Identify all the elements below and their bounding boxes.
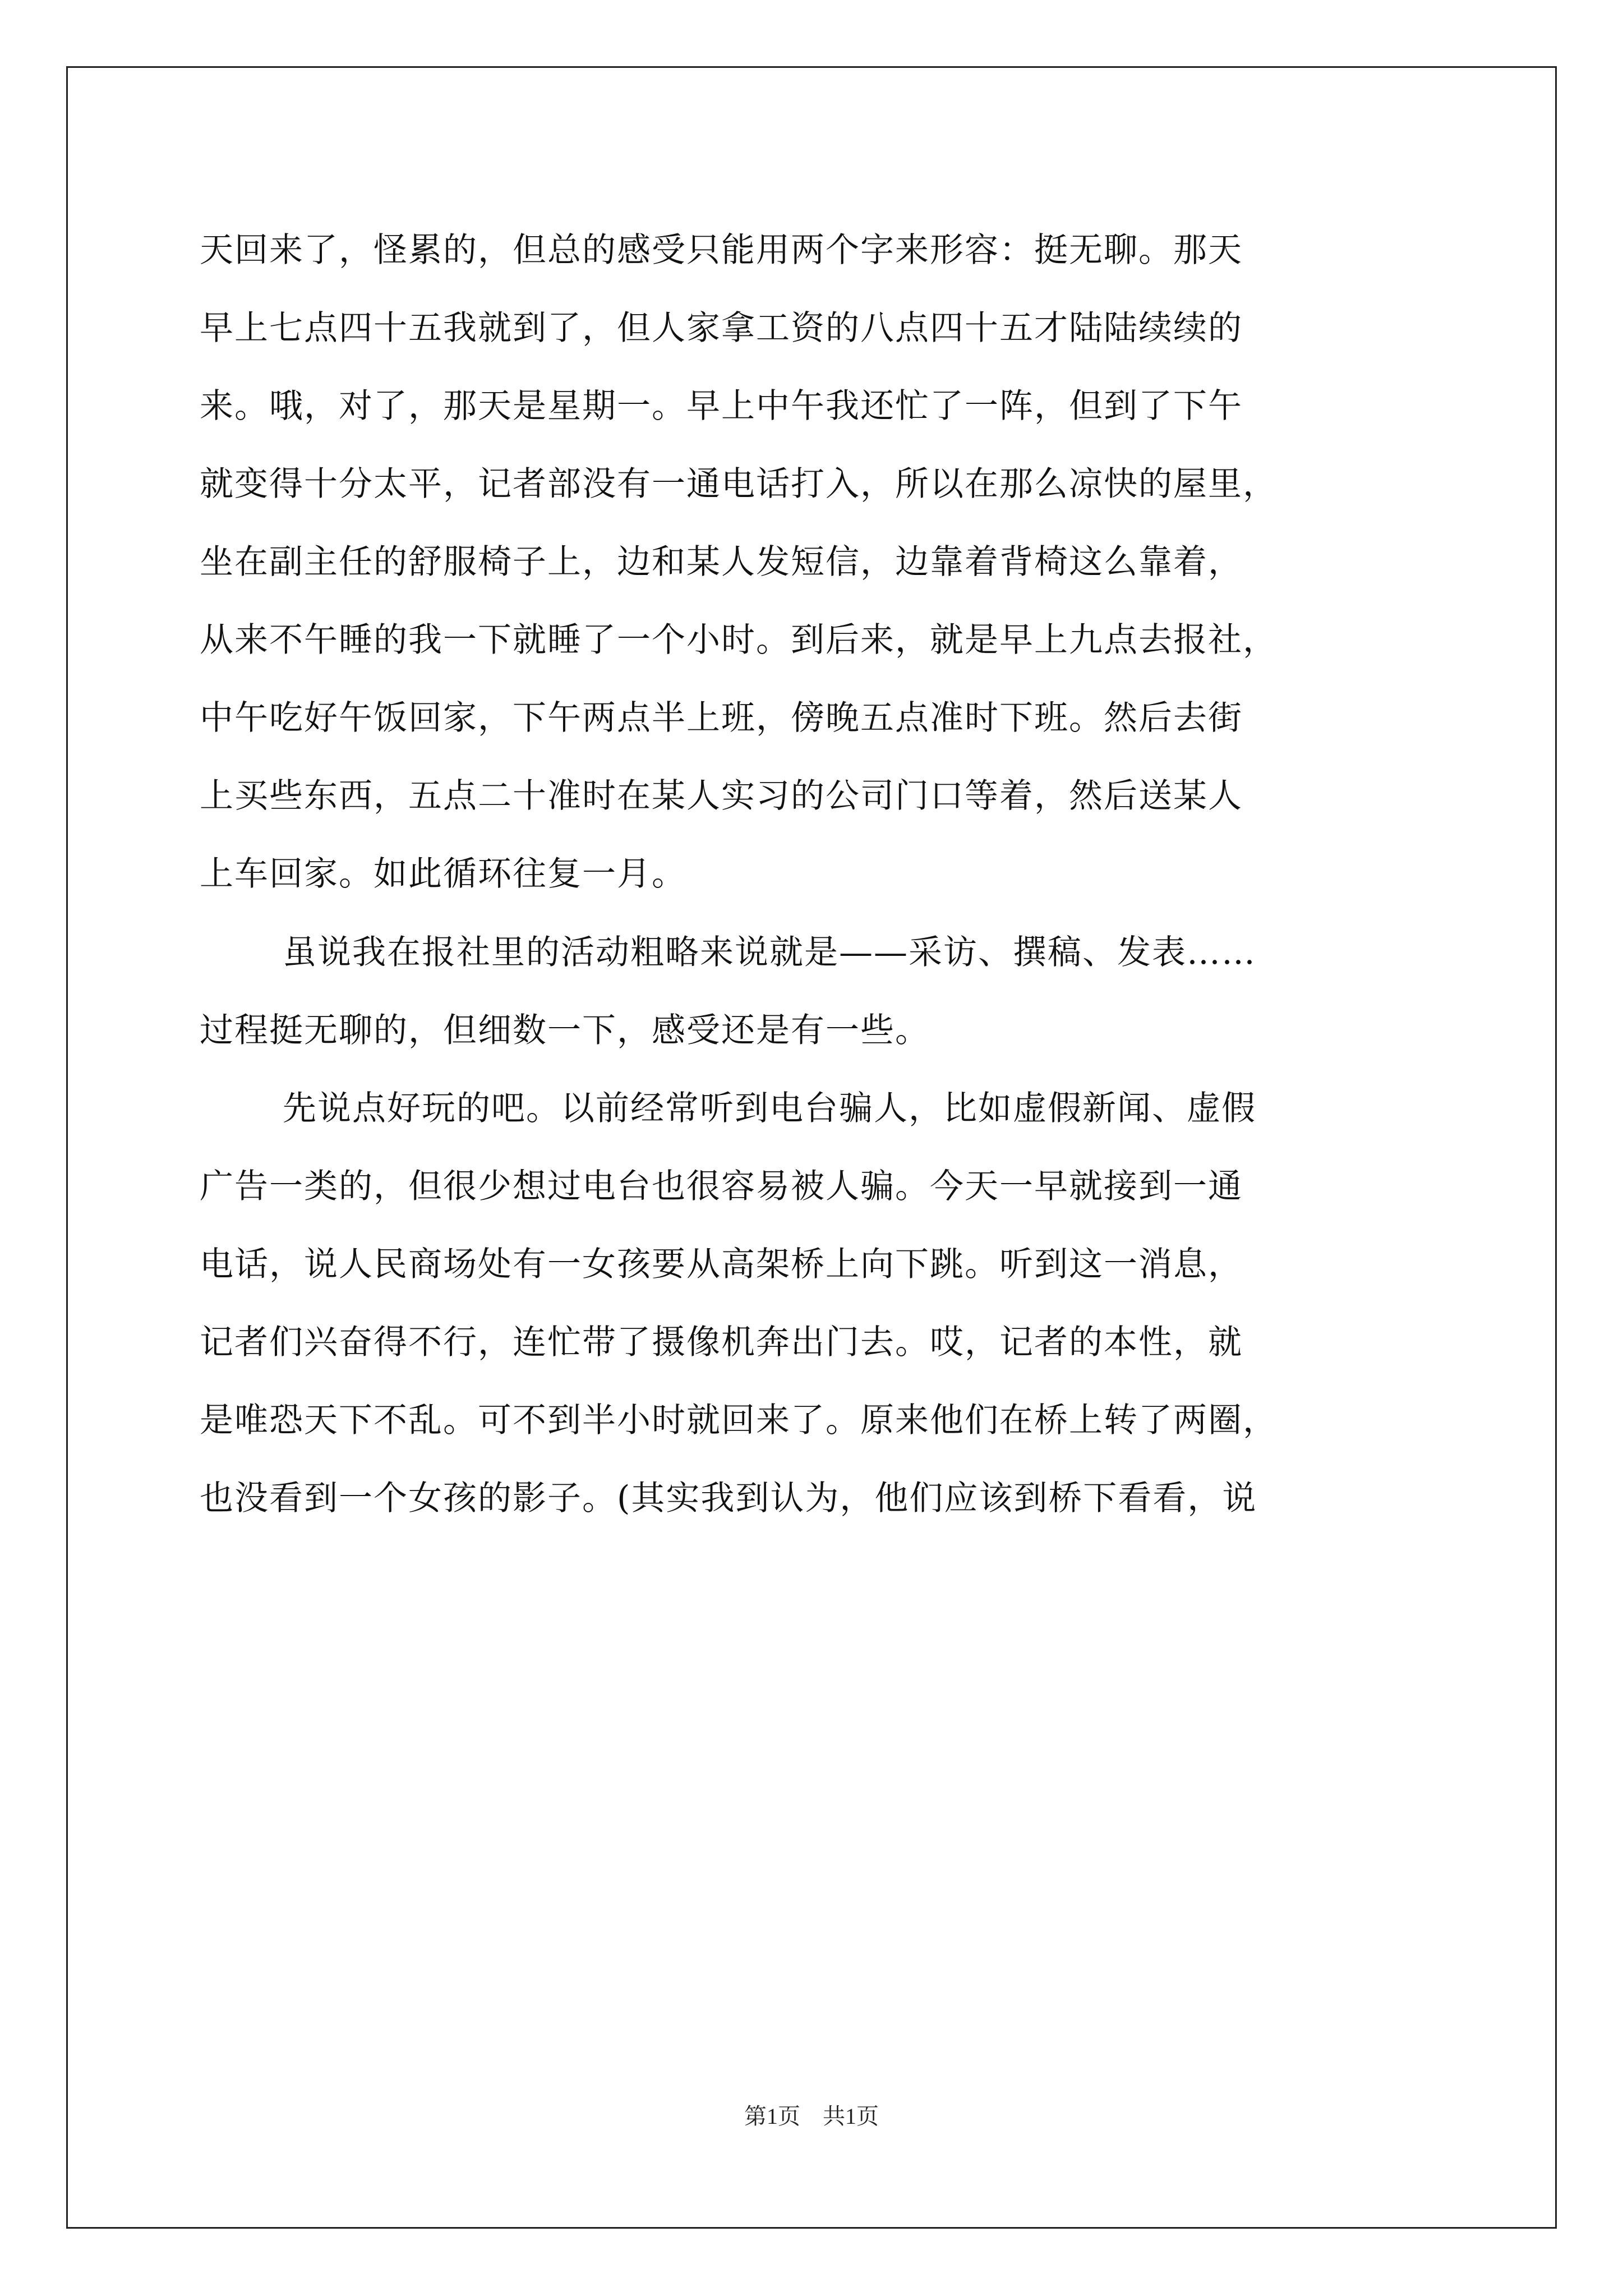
text-line: 过程挺无聊的，但细数一下，感受还是有一些。 — [200, 1011, 930, 1050]
page-total: 共1页 — [823, 2104, 879, 2129]
text-line: 上买些东西，五点二十准时在某人实习的公司门口等着，然后送某人 — [200, 776, 1243, 816]
text-line: 也没看到一个女孩的影子。(其实我到认为，他们应该到桥下看看，说 — [200, 1479, 1257, 1518]
text-line: 上车回家。如此循环往复一月。 — [200, 854, 686, 894]
text-line: 坐在副主任的舒服椅子上，边和某人发短信，边靠着背椅这么靠着， — [200, 542, 1243, 582]
text-line: 就变得十分太平，记者部没有一通电话打入，所以在那么凉快的屋里， — [200, 464, 1278, 504]
text-line: 天回来了，怪累的，但总的感受只能用两个字来形容：挺无聊。那天 — [200, 231, 1243, 270]
text-line: 广告一类的，但很少想过电台也很容易被人骗。今天一早就接到一通 — [200, 1167, 1243, 1206]
text-line: 是唯恐天下不乱。可不到半小时就回来了。原来他们在桥上转了两圈， — [200, 1401, 1278, 1440]
text-line: 从来不午睡的我一下就睡了一个小时。到后来，就是早上九点去报社， — [200, 620, 1278, 660]
text-line: 先说点好玩的吧。以前经常听到电台骗人，比如虚假新闻、虚假 — [283, 1089, 1256, 1128]
text-line: 电话，说人民商场处有一女孩要从高架桥上向下跳。听到这一消息， — [200, 1245, 1243, 1284]
text-line: 记者们兴奋得不行，连忙带了摄像机奔出门去。哎，记者的本性，就 — [200, 1323, 1243, 1362]
page-footer — [0, 2102, 1623, 2131]
text-line: 早上七点四十五我就到了，但人家拿工资的八点四十五才陆陆续续的 — [200, 309, 1243, 348]
page-number: 第1页 — [744, 2104, 800, 2129]
text-line: 中午吃好午饭回家，下午两点半上班，傍晚五点准时下班。然后去街 — [200, 698, 1243, 738]
text-line: 来。哦，对了，那天是星期一。早上中午我还忙了一阵，但到了下午 — [200, 386, 1243, 426]
text-line: 虽说我在报社里的活动粗略来说就是——采访、撰稿、发表…… — [283, 933, 1256, 972]
